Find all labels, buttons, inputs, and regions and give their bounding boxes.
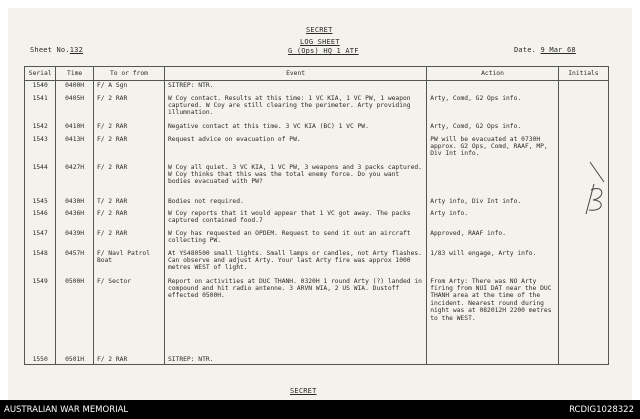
time-cell: 0436H [56,209,94,229]
document-title: LOG SHEET [300,38,340,46]
table-row [25,94,609,122]
time-cell: 0405H [56,94,94,122]
tofrom-cell: F/ 2 RAR [93,229,164,249]
serial-cell: 1545 [25,197,56,209]
initials-cell [558,81,608,94]
initials-cell [558,335,608,365]
date-value: 9 Mar 68 [540,46,576,54]
action-cell: Approved, RAAF info. [427,229,559,249]
sheet-number-label: Sheet No. [30,46,70,54]
event-cell: Bodies not required. [164,197,426,209]
initials-cell [558,122,608,135]
event-cell: SITREP: NTR. [164,81,426,94]
event-cell: Request advice on evacuation of PW. [164,135,426,163]
tofrom-cell: T/ 2 RAR [93,197,164,209]
time-cell: 0410H [56,122,94,135]
serial-cell: 1546 [25,209,56,229]
serial-cell: 1541 [25,94,56,122]
tofrom-column-header: To or from [93,67,164,81]
action-cell [427,335,559,365]
event-cell: Negative contact at this time. 3 VC KIA (BC) 1 VC PW. [164,122,426,135]
tofrom-cell: F/ 2 RAR [93,94,164,122]
time-cell: 0430H [56,197,94,209]
log-table [24,66,609,365]
date-field [514,46,576,54]
action-cell: Arty, Comd, G2 Ops info. [427,94,559,122]
action-cell [427,81,559,94]
tofrom-cell: F/ 2 RAR [93,135,164,163]
event-cell: SITREP: NTR. [164,335,426,365]
event-cell: Report on activities at DUC THANH. 0320H 1 round Arty (?) landed in compound and hit radio antenne. 3 ARVN WIA, 2 US WIA. Dustoff effected 0500H. [164,277,426,335]
initials-cell [558,277,608,335]
serial-cell: 1540 [25,81,56,94]
initials-cell [558,94,608,122]
event-column-header: Event [164,67,426,81]
event-cell: W Coy contact. Results at this time: 1 VC KIA, 1 VC PW, 1 weapon captured. W Coy are still clearing the perimeter. Arty providing illumnation. [164,94,426,122]
table-row [25,209,609,229]
tofrom-cell: F/ 2 RAR [93,122,164,135]
action-cell [427,163,559,197]
tofrom-cell: F/ 2 RAR [93,209,164,229]
archive-name: AUSTRALIAN WAR MEMORIAL [4,405,129,415]
classification-top: SECRET [306,26,333,34]
event-cell: W Coy reports that it would appear that 1 VC got away. The packs captured contained food.7 [164,209,426,229]
tofrom-cell: F/ A Sgn [93,81,164,94]
serial-cell: 1550 [25,335,56,365]
action-cell: Arty info. [427,209,559,229]
date-label: Date. [514,46,537,54]
event-cell: W Coy has requested an OPDEM. Request to send it out an aircraft collecting PW. [164,229,426,249]
table-row [25,197,609,209]
sheet-number-field [30,46,83,54]
table-row [25,163,609,197]
time-column-header: Time [56,67,94,81]
table-row [25,81,609,94]
event-cell: At YS480500 small lights. Small lamps or candles, not Arty flashes. Can observe and adjust Arty. Your last Arty fire was approx 1000 metres WEST of light. [164,249,426,277]
tofrom-cell: F/ 2 RAR [93,163,164,197]
archive-footer-bar [0,400,640,419]
tofrom-cell: F/ Sector [93,277,164,335]
serial-cell: 1544 [25,163,56,197]
initials-cell [558,249,608,277]
tofrom-cell: F/ Navl Patrol Boat [93,249,164,277]
table-header-row [25,67,609,81]
action-cell: PW will be evacuated at 0730H approx. G2 Ops, Comd, RAAF, MP, Div Int info. [427,135,559,163]
serial-cell: 1547 [25,229,56,249]
tofrom-cell: F/ 2 RAR [93,335,164,365]
table-row [25,229,609,249]
table-row [25,335,609,365]
time-cell: 0439H [56,229,94,249]
action-column-header: Action [427,67,559,81]
action-cell: Arty, Comd, G2 Ops info. [427,122,559,135]
serial-cell: 1542 [25,122,56,135]
time-cell: 0501H [56,335,94,365]
serial-cell: 1549 [25,277,56,335]
table-row [25,135,609,163]
classification-bottom: SECRET [290,387,317,395]
action-cell: 1/83 will engage, Arty info. [427,249,559,277]
time-cell: 0400H [56,81,94,94]
time-cell: 0427H [56,163,94,197]
handwritten-initials-mark [560,160,610,220]
time-cell: 0457H [56,249,94,277]
serial-column-header: Serial [25,67,56,81]
table-row [25,122,609,135]
time-cell: 0413H [56,135,94,163]
serial-cell: 1543 [25,135,56,163]
event-cell: W Coy all quiet. 3 VC KIA, 1 VC PW, 3 weapons and 3 packs captured. W Coy thinks that this was the total enemy force. Do you want bodies evacuated with PW? [164,163,426,197]
time-cell: 0500H [56,277,94,335]
initials-column-header: Initials [558,67,608,81]
initials-cell [558,135,608,163]
unit-heading: G (Ops) HQ 1 ATF [288,47,359,55]
archive-reference: RCDIG1028322 [569,405,634,415]
initials-cell [558,229,608,249]
sheet-number: 132 [69,46,83,54]
action-cell: Arty info, Div Int info. [427,197,559,209]
table-row [25,249,609,277]
action-cell: From Arty: There was NO Arty firing from NUI DAT near the DUC THANH area at the time of the incident. Nearest round during night was at 082012H 2200 metres to the WEST. [427,277,559,335]
table-row [25,277,609,335]
serial-cell: 1548 [25,249,56,277]
